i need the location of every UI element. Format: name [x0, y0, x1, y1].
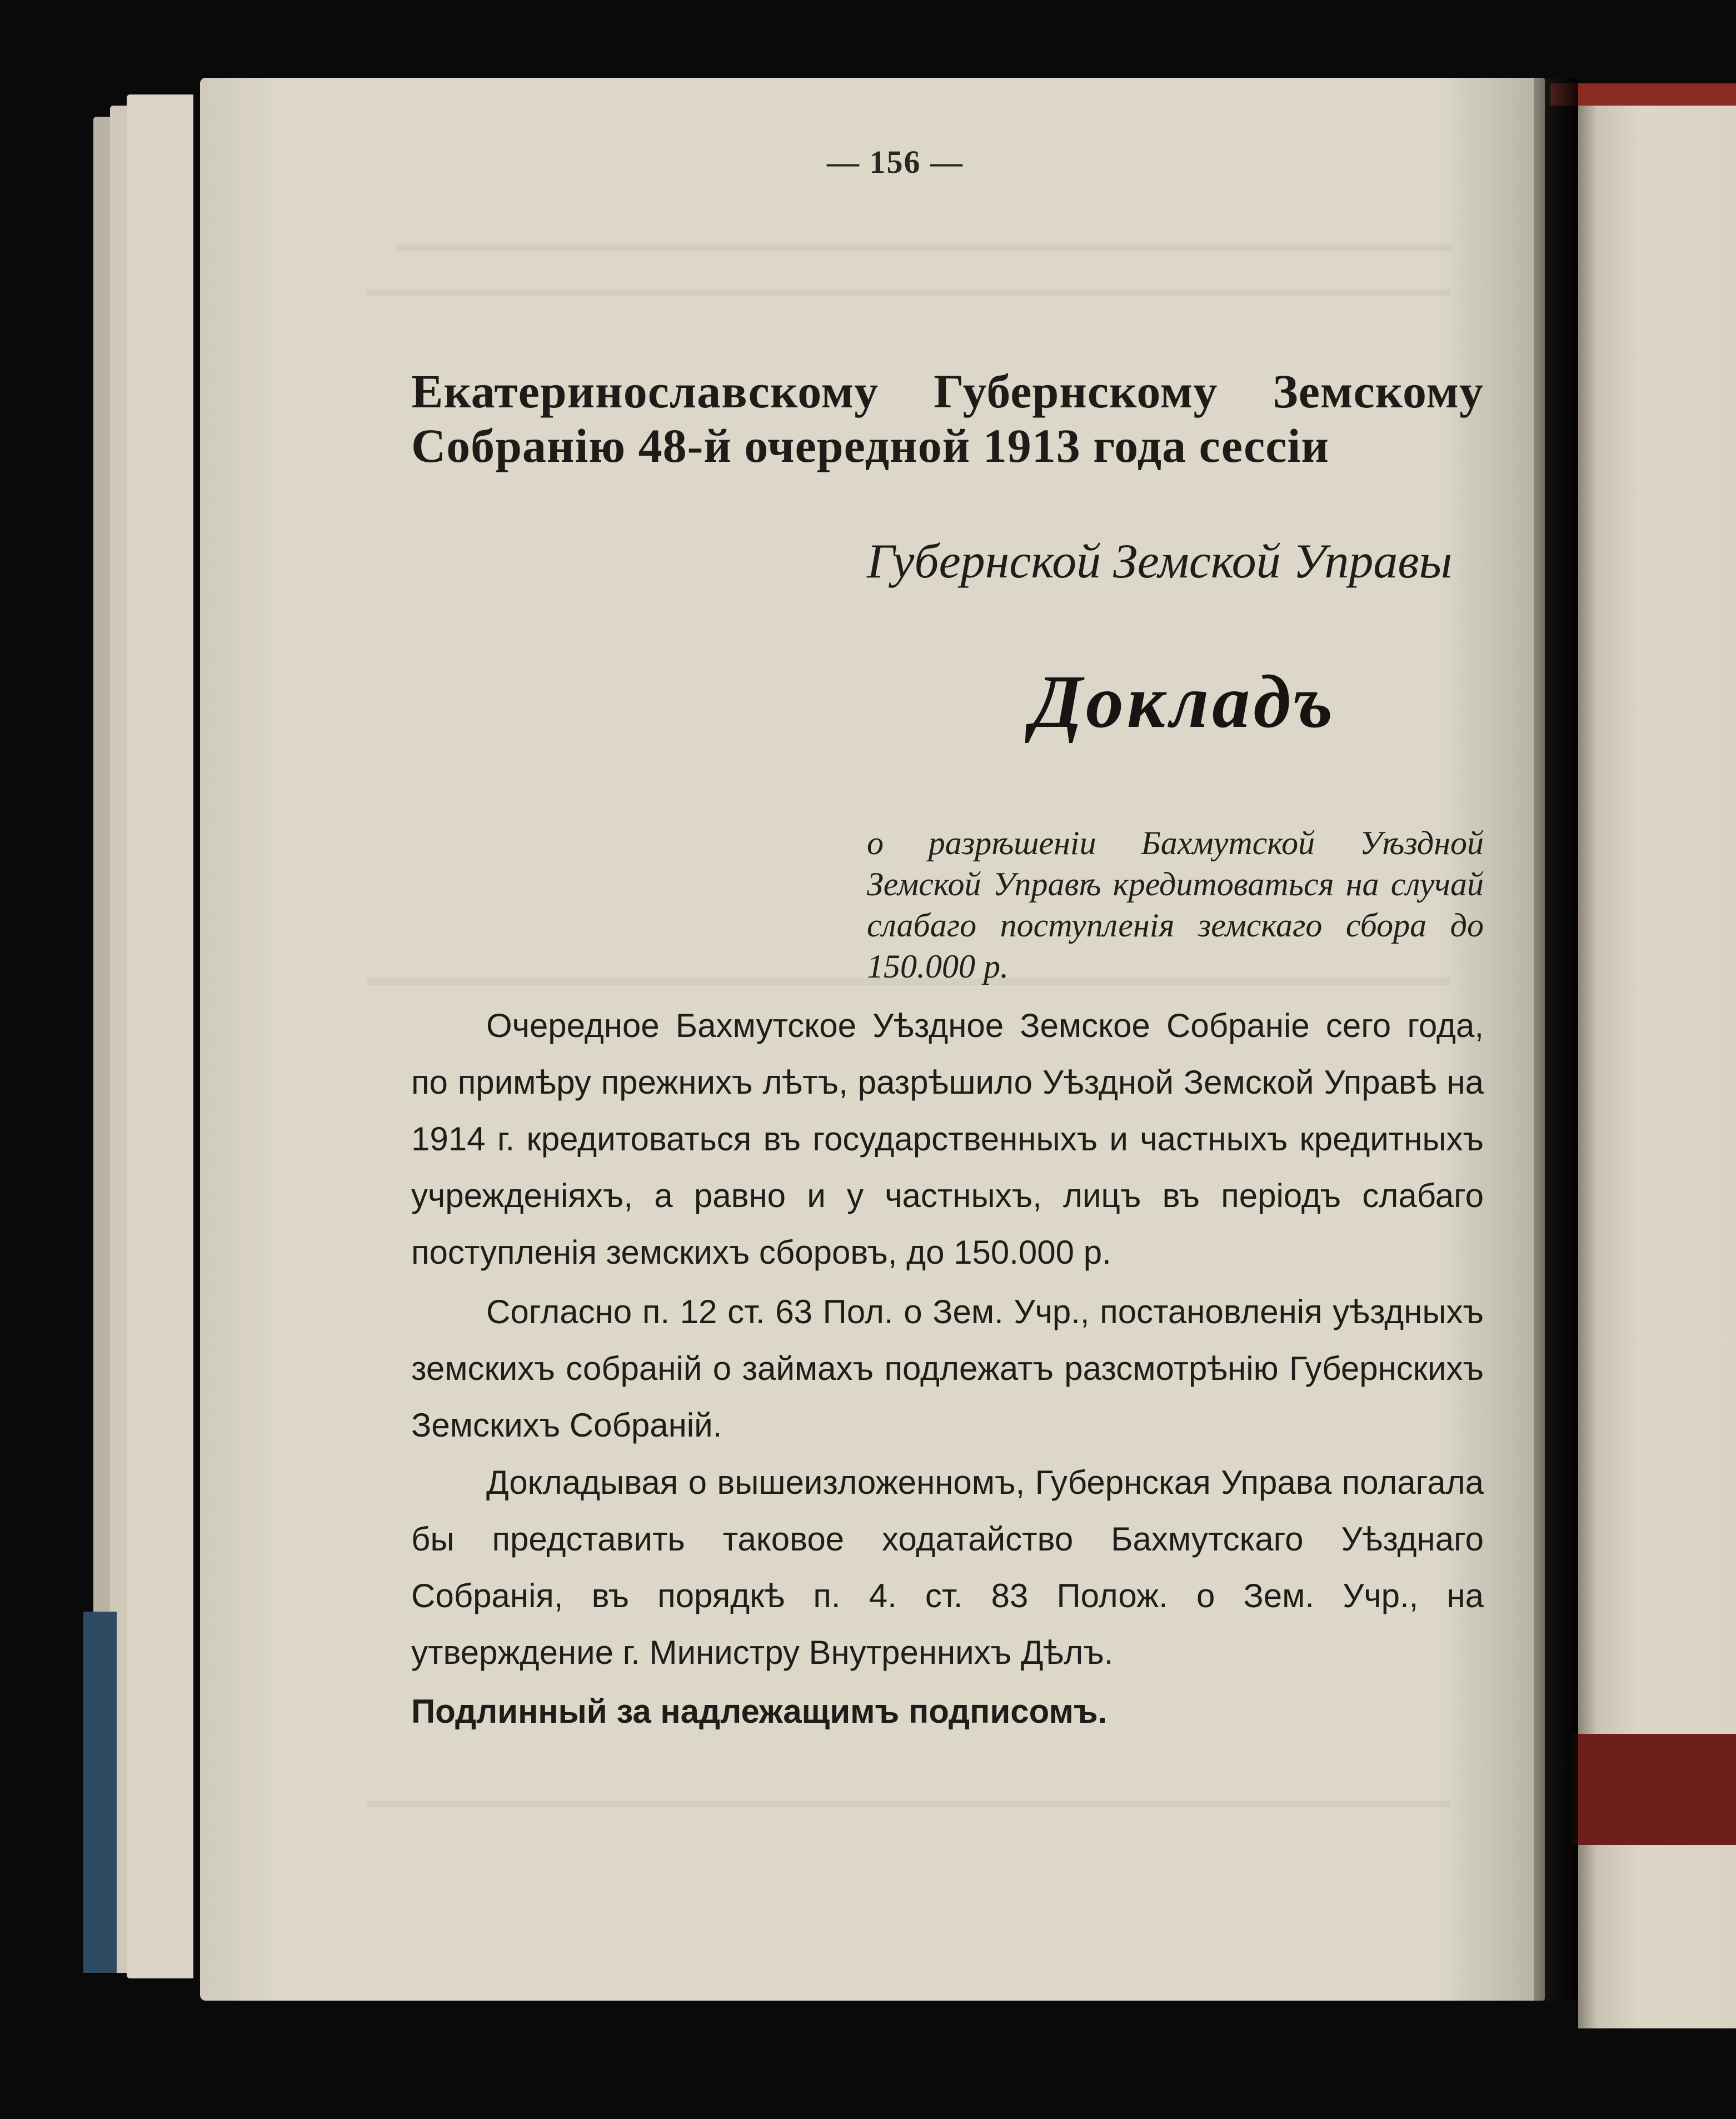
signature-note: Подлинный за надлежащимъ подписомъ.: [411, 1693, 1108, 1730]
page-gutter-shadow: [1534, 78, 1578, 2001]
page-edge: [127, 94, 193, 1978]
bleed-through: [395, 245, 1450, 251]
paragraph-text: Очередное Бахмутское Уѣздное Земское Собраніе сего года, по примѣру прежнихъ лѣтъ, разрѣшило Уѣздной Земской Управѣ на 1914 г. кредитоваться въ государственныхъ и частныхъ кредитныхъ учрежденіяхъ, а равно и у частныхъ, лицъ въ періодъ слабаго поступленія земскихъ сборовъ, до 150.000 р.: [411, 1007, 1484, 1271]
book-spine-band: [1573, 1734, 1736, 1845]
bleed-through: [367, 1801, 1450, 1807]
bleed-through: [367, 289, 1450, 296]
book-spine-band: [1550, 83, 1736, 106]
title-line: Собранію 48-й очередной 1913 года сессіи: [411, 419, 1329, 472]
page-number: — 156 —: [827, 144, 964, 180]
paragraph-text: Согласно п. 12 ст. 63 Пол. о Зем. Учр., постановленія уѣздныхъ земскихъ собраній о займахъ подлежатъ разсмотрѣнію Губернскихъ Земскихъ Собраній.: [411, 1293, 1484, 1444]
report-summary: о разрѣшеніи Бахмутской Уѣздной Земской Управѣ кредитоваться на случай слабаго поступленія земскаго сбора до 150.000 р.: [867, 825, 1484, 985]
document-title: [411, 364, 1484, 473]
body-paragraph: [411, 1454, 1484, 1681]
title-line: Екатеринославскому Губернскому Земскому: [411, 365, 1484, 418]
body-paragraph: [411, 998, 1484, 1281]
body-paragraph: [411, 1284, 1484, 1454]
paragraph-text: Докладывая о вышеизложенномъ, Губернская Управа полагала бы представить таковое ходатайство Бахмутскаго Уѣзднаго Собранія, въ порядкѣ п. 4. ст. 83 Полож. о Зем. Учр., на утверждение г. Министру Внутреннихъ Дѣлъ.: [411, 1464, 1484, 1671]
report-heading: Докладъ: [1031, 660, 1336, 744]
document-subtitle: Губернской Земской Управы: [867, 535, 1453, 589]
book-cover-edge: [83, 1612, 117, 1973]
